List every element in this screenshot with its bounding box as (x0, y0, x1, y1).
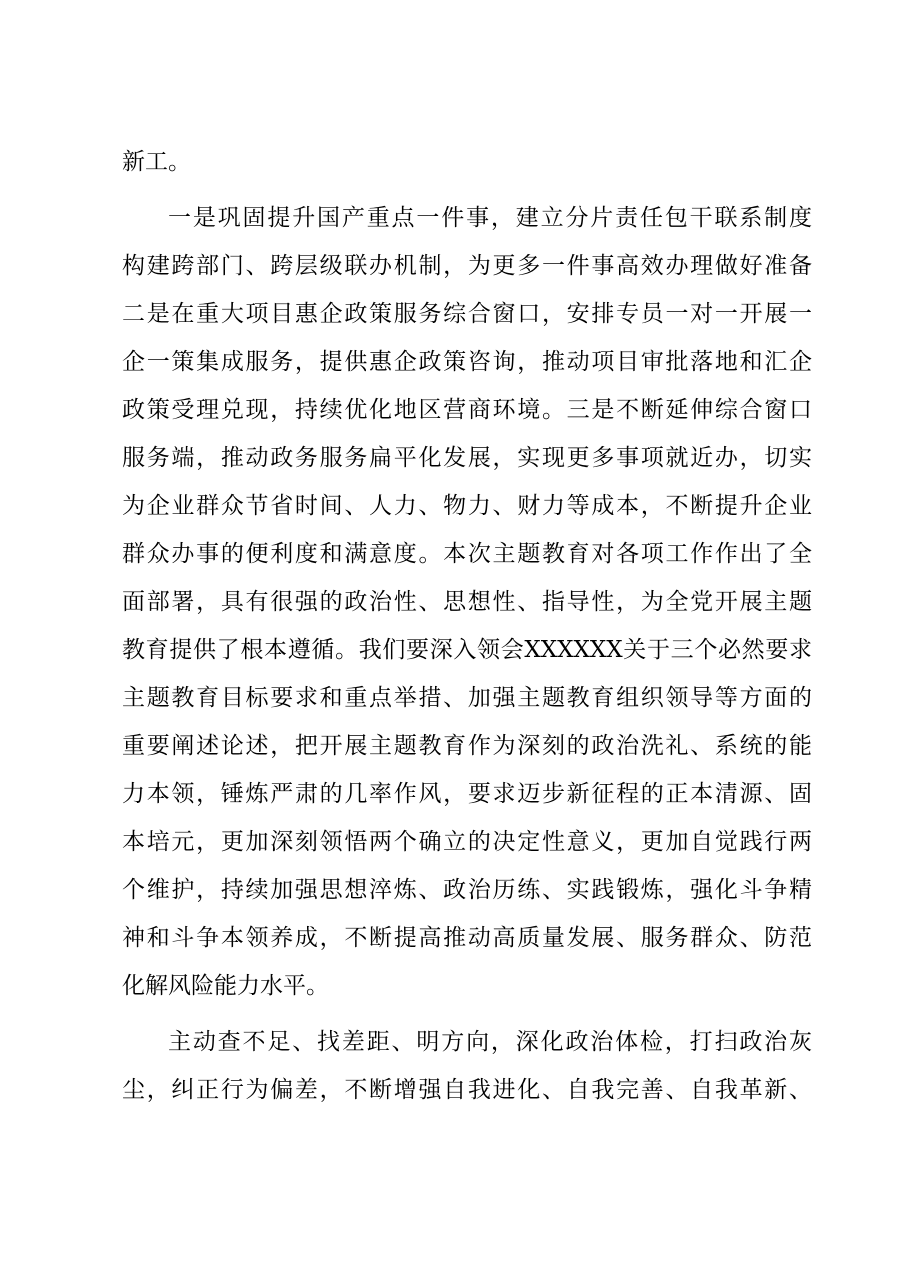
text-line: 尘，纠正行为偏差，不断增强自我进化、自我完善、自我革新、 (122, 1077, 812, 1103)
text-line: 神和斗争本领养成，不断提高推动高质量发展、服务群众、防范 (122, 925, 812, 951)
text-line: 企一策集成服务，提供惠企政策咨询，推动项目审批落地和汇企 (122, 349, 812, 375)
text-line: 二是在重大项目惠企政策服务综合窗口，安排专员一对一开展一 (122, 301, 812, 327)
text-line: 主题教育目标要求和重点举措、加强主题教育组织领导等方面的 (122, 685, 812, 711)
text-line: 服务端，推动政务服务扁平化发展，实现更多事项就近办，切实 (122, 445, 812, 471)
text-line: 教育提供了根本遵循。我们要深入领会XXXXXX关于三个必然要求 (122, 637, 812, 663)
text-line: 主动查不足、找差距、明方向，深化政治体检，打扫政治灰 (168, 1029, 812, 1055)
text-line: 个维护，持续加强思想淬炼、政治历练、实践锻炼，强化斗争精 (122, 877, 812, 903)
body-text (122, 138, 812, 1114)
paragraph-2 (122, 194, 812, 1010)
text-line: 政策受理兑现，持续优化地区营商环境。三是不断延伸综合窗口 (122, 397, 812, 423)
text-line: 本培元，更加深刻领悟两个确立的决定性意义，更加自觉践行两 (122, 829, 812, 855)
text-line: 化解风险能力水平。 (122, 973, 329, 999)
text-line: 为企业群众节省时间、人力、物力、财力等成本，不断提升企业 (122, 493, 812, 519)
text-line: 群众办事的便利度和满意度。本次主题教育对各项工作作出了全 (122, 541, 812, 567)
text-line: 面部署，具有很强的政治性、思想性、指导性，为全党开展主题 (122, 589, 812, 615)
text-line: 力本领，锤炼严肃的几率作风，要求迈步新征程的正本清源、固 (122, 781, 812, 807)
text-line: 构建跨部门、跨层级联办机制，为更多一件事高效办理做好准备 (122, 253, 812, 279)
text-line: 重要阐述论述，把开展主题教育作为深刻的政治洗礼、系统的能 (122, 733, 812, 759)
text-line: 新工。 (122, 149, 191, 175)
paragraph-1 (122, 138, 812, 186)
paragraph-3 (122, 1018, 812, 1114)
text-line: 一是巩固提升国产重点一件事，建立分片责任包干联系制度 (168, 205, 812, 231)
